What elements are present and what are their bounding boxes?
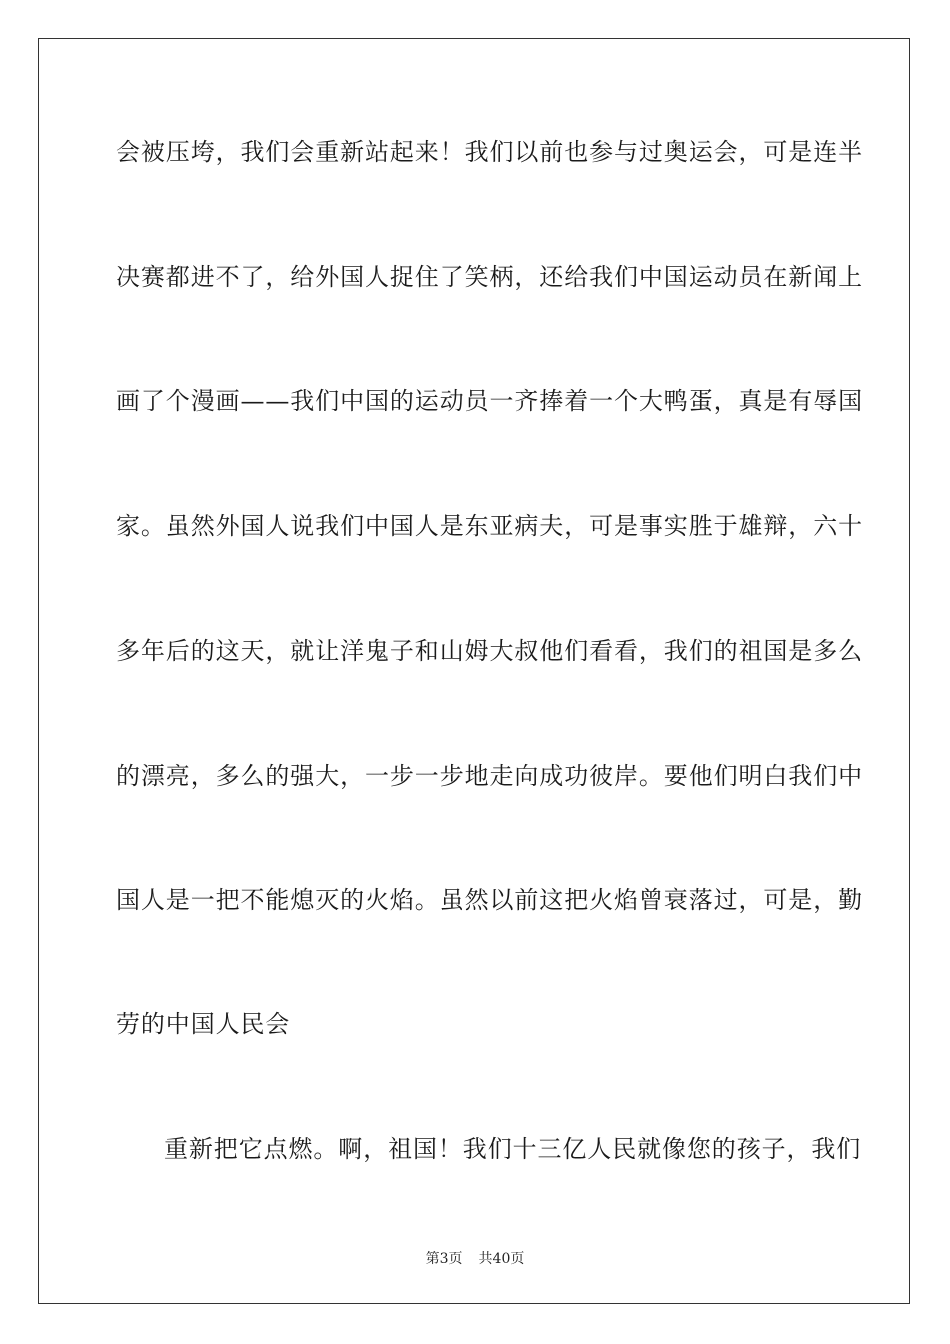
text-line: 画了个漫画——我们中国的运动员一齐捧着一个大鸭蛋，真是有辱国	[116, 387, 863, 415]
text-line: 多年后的这天，就让洋鬼子和山姆大叔他们看看，我们的祖国是多么	[116, 637, 863, 665]
paragraph-start-line: 重新把它点燃。啊，祖国！我们十三亿人民就像您的孩子，我们	[164, 1135, 862, 1163]
text-line: 的漂亮，多么的强大，一步一步地走向成功彼岸。要他们明白我们中	[116, 762, 863, 790]
text-line: 国人是一把不能熄灭的火焰。虽然以前这把火焰曾衰落过，可是，勤	[116, 886, 863, 914]
page-footer	[0, 1250, 950, 1268]
text-line: 劳的中国人民会	[116, 1010, 291, 1038]
page-number: 第3页	[425, 1251, 463, 1267]
text-line: 会被压垮，我们会重新站起来！我们以前也参与过奥运会，可是连半	[116, 138, 863, 166]
text-line: 决赛都进不了，给外国人捉住了笑柄，还给我们中国运动员在新闻上	[116, 263, 863, 291]
page-border	[38, 38, 910, 1304]
text-line: 家。虽然外国人说我们中国人是东亚病夫，可是事实胜于雄辩，六十	[116, 512, 863, 540]
page-total: 共40页	[478, 1251, 525, 1267]
